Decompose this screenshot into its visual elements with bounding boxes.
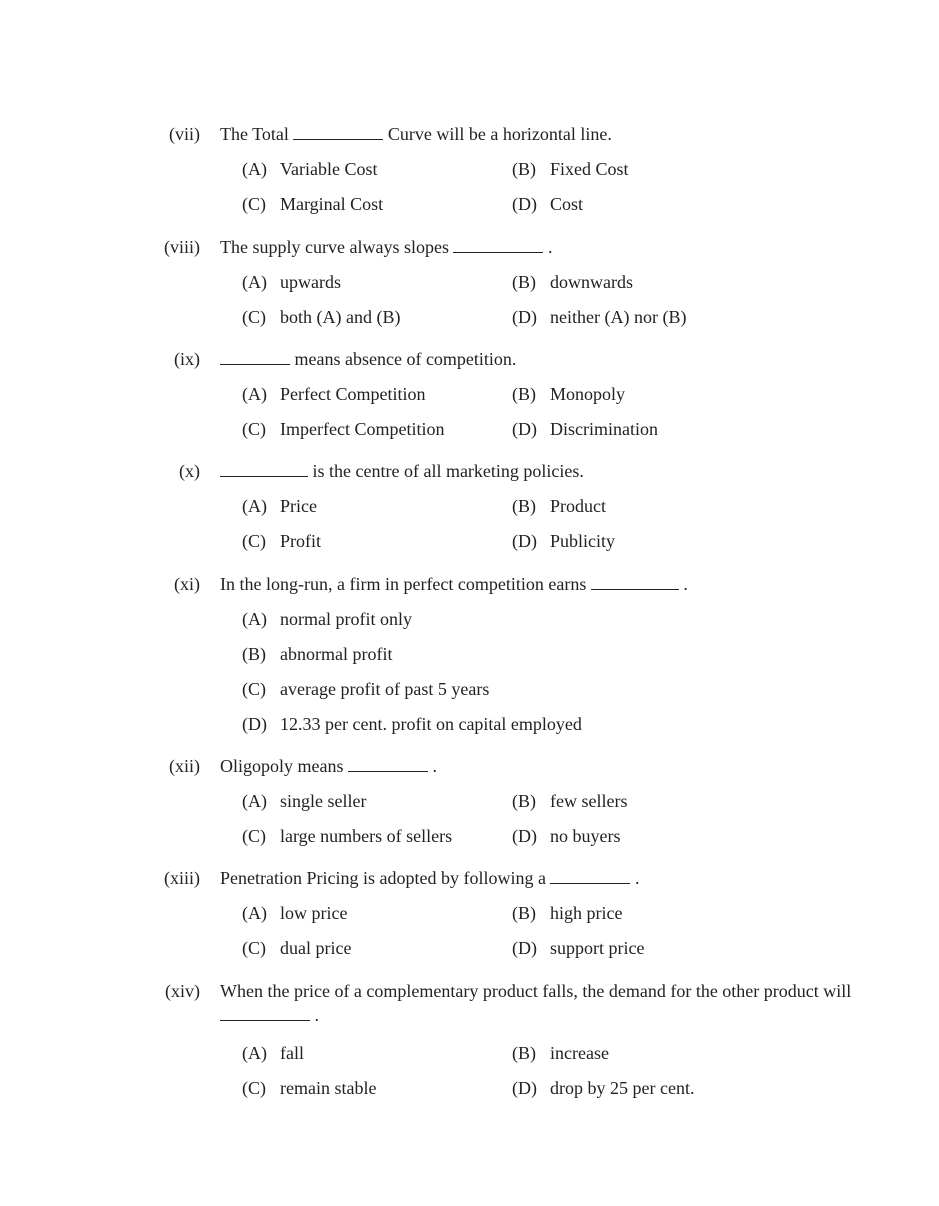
option-text: Monopoly	[550, 384, 626, 404]
option-label: (C)	[242, 531, 266, 551]
option-text: fall	[280, 1043, 304, 1063]
option-label: (A)	[242, 384, 267, 404]
option-text: high price	[550, 903, 623, 923]
option-d	[512, 305, 686, 329]
question-stem	[220, 235, 900, 259]
stem-text-after: Curve will be a horizontal line.	[387, 124, 612, 144]
option-text: Product	[550, 496, 606, 516]
option-c	[242, 417, 444, 441]
question-stem	[220, 459, 900, 483]
option-d	[512, 529, 615, 553]
option-text: remain stable	[280, 1078, 377, 1098]
option-label: (C)	[242, 679, 266, 699]
option-text: Fixed Cost	[550, 159, 629, 179]
option-text: downwards	[550, 272, 633, 292]
option-c	[242, 529, 321, 553]
option-c	[242, 936, 351, 960]
option-text: Cost	[550, 194, 584, 214]
option-label: (C)	[242, 419, 266, 439]
option-label: (B)	[512, 903, 536, 923]
option-text: Discrimination	[550, 419, 658, 439]
option-a	[242, 607, 412, 631]
option-label: (B)	[512, 496, 536, 516]
option-b	[512, 494, 606, 518]
option-label: (B)	[512, 159, 536, 179]
answer-blank	[293, 125, 383, 140]
option-b	[512, 901, 622, 925]
option-a	[242, 270, 341, 294]
option-text: few sellers	[550, 791, 628, 811]
option-label: (A)	[242, 1043, 267, 1063]
option-text: support price	[550, 938, 645, 958]
option-text: increase	[550, 1043, 609, 1063]
option-d	[242, 712, 582, 736]
option-d	[512, 192, 583, 216]
option-c	[242, 824, 452, 848]
answer-blank	[348, 757, 428, 772]
option-b	[242, 642, 392, 666]
option-text: no buyers	[550, 826, 621, 846]
option-text: Perfect Competition	[280, 384, 426, 404]
option-text: single seller	[280, 791, 367, 811]
option-c	[242, 677, 489, 701]
option-text: drop by 25 per cent.	[550, 1078, 695, 1098]
option-b	[512, 1041, 609, 1065]
stem-text-after: .	[634, 868, 640, 888]
option-text: neither (A) nor (B)	[550, 307, 687, 327]
option-c	[242, 192, 383, 216]
option-b	[512, 789, 627, 813]
option-label: (A)	[242, 272, 267, 292]
option-text: Marginal Cost	[280, 194, 384, 214]
question-stem	[220, 347, 900, 371]
option-d	[512, 1076, 694, 1100]
option-label: (D)	[512, 307, 537, 327]
question-number: (x)	[179, 461, 200, 481]
option-b	[512, 382, 625, 406]
stem-text-after: .	[432, 756, 437, 776]
option-label: (D)	[512, 1078, 537, 1098]
option-label: (D)	[512, 938, 537, 958]
option-label: (C)	[242, 938, 266, 958]
stem-text-after: is the centre of all marketing policies.	[312, 461, 584, 481]
option-text: Publicity	[550, 531, 616, 551]
answer-blank	[220, 1006, 310, 1021]
option-label: (A)	[242, 609, 267, 629]
question-stem	[220, 122, 900, 146]
option-label: (B)	[512, 1043, 536, 1063]
option-c	[242, 1076, 376, 1100]
option-label: (A)	[242, 903, 267, 923]
option-label: (C)	[242, 307, 266, 327]
option-c	[242, 305, 400, 329]
option-a	[242, 901, 347, 925]
option-label: (D)	[512, 826, 537, 846]
option-label: (D)	[512, 531, 537, 551]
question-number: (xi)	[174, 574, 200, 594]
option-text: low price	[280, 903, 348, 923]
question-number: (vii)	[169, 124, 200, 144]
option-label: (B)	[512, 791, 536, 811]
option-text: both (A) and (B)	[280, 307, 401, 327]
question-number: (xiv)	[165, 981, 200, 1001]
option-text: large numbers of sellers	[280, 826, 453, 846]
question-number: (xiii)	[164, 868, 200, 888]
option-a	[242, 494, 317, 518]
stem-text-before: In the long-run, a firm in perfect competition earns	[220, 574, 587, 594]
option-label: (A)	[242, 791, 267, 811]
option-a	[242, 157, 377, 181]
option-a	[242, 789, 366, 813]
option-a	[242, 1041, 304, 1065]
option-text: Imperfect Competition	[280, 419, 445, 439]
option-text: dual price	[280, 938, 352, 958]
stem-text-before: The Total	[220, 124, 289, 144]
option-d	[512, 824, 621, 848]
question-number: (xii)	[169, 756, 200, 776]
question-stem	[220, 754, 900, 778]
answer-blank	[591, 575, 679, 590]
option-label: (A)	[242, 496, 267, 516]
option-text: Profit	[280, 531, 322, 551]
option-d	[512, 417, 658, 441]
option-label: (D)	[512, 419, 537, 439]
option-d	[512, 936, 644, 960]
stem-text-before: When the price of a complementary product falls, the demand for the other product will	[220, 981, 852, 1001]
answer-blank	[220, 462, 308, 477]
option-label: (D)	[512, 194, 537, 214]
stem-text-before: Penetration Pricing is adopted by following a	[220, 868, 546, 888]
answer-blank	[453, 238, 543, 253]
option-label: (B)	[512, 384, 536, 404]
option-text: Price	[280, 496, 317, 516]
option-b	[512, 270, 633, 294]
option-label: (C)	[242, 826, 266, 846]
question-stem	[220, 979, 895, 1027]
stem-text-before: Oligopoly means	[220, 756, 344, 776]
option-label: (D)	[242, 714, 267, 734]
option-label: (B)	[512, 272, 536, 292]
option-text: average profit of past 5 years	[280, 679, 490, 699]
option-a	[242, 382, 425, 406]
option-text: abnormal profit	[280, 644, 393, 664]
answer-blank	[550, 869, 630, 884]
option-label: (C)	[242, 1078, 266, 1098]
option-text: upwards	[280, 272, 341, 292]
stem-text-before: The supply curve always slopes	[220, 237, 449, 257]
stem-text-after: .	[314, 1005, 319, 1025]
question-stem	[220, 572, 900, 596]
stem-text-after: .	[547, 237, 553, 257]
option-label: (C)	[242, 194, 266, 214]
answer-blank	[220, 350, 290, 365]
option-label: (B)	[242, 644, 266, 664]
question-stem	[220, 866, 900, 890]
option-text: Variable Cost	[280, 159, 378, 179]
option-text: 12.33 per cent. profit on capital employed	[280, 714, 582, 734]
option-label: (A)	[242, 159, 267, 179]
question-number: (ix)	[174, 349, 200, 369]
option-text: normal profit only	[280, 609, 412, 629]
option-b	[512, 157, 629, 181]
stem-text-after: .	[683, 574, 688, 594]
stem-text-after: means absence of competition.	[294, 349, 517, 369]
question-number: (viii)	[164, 237, 200, 257]
